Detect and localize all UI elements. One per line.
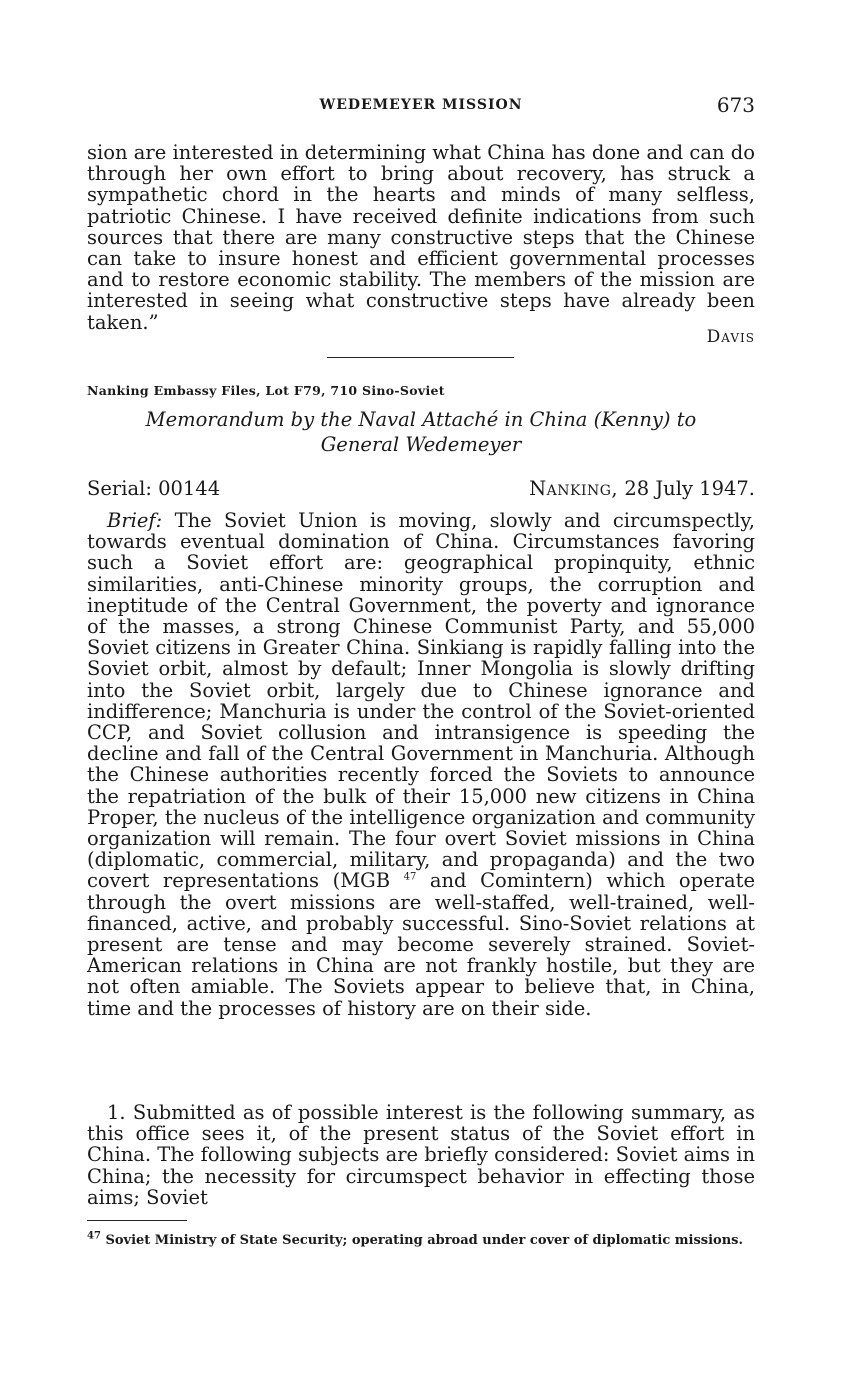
section-divider — [327, 357, 514, 358]
running-head: WEDEMEYER MISSION — [319, 97, 523, 113]
footnote-ref[interactable]: 47 — [403, 871, 417, 883]
brief-text-b: and Comintern) which operate through the overt missions are well-staffed, well-trained, well-financed, active, and probably successful. Sino-Soviet relations at present are tense and may become severely strained. Soviet-American relations in China are not frankly hostile, but they are not often amiable. The Soviets appear to believe that, in China, time and the processes of history are on their side. — [87, 869, 755, 1020]
brief-text-a: The Soviet Union is moving, slowly and circumspectly, towards eventual domination of China. Circumstances favoring such a Soviet effort are: geographical propinquity, ethnic similarities, anti-Chinese minority groups, the corruption and ineptitude of the Central Government, the poverty and ignorance of the masses, a strong Chinese Communist Party, and 55,000 Soviet citizens in Greater China. Sinkiang is rapidly falling into the Soviet orbit, almost by default; Inner Mongolia is slowly drifting into the Soviet orbit, largely due to Chinese ignorance and indifference; Manchuria is under the control of the Soviet-oriented CCP, and Soviet collusion and intransigence is speeding the decline and fall of the Central Government in Manchuria. Although the Chinese authorities recently forced the Soviets to announce the repatriation of the bulk of their 15,000 new citizens in China Proper, the nucleus of the intelligence organization and community organization will remain. The four overt Soviet missions in China (diplomatic, commercial, military, and propaganda) and the two covert representations (MGB — [87, 509, 755, 893]
date: 28 July 1947. — [624, 477, 755, 500]
brief-paragraph — [87, 510, 755, 1019]
footnote-text: Soviet Ministry of State Security; operating abroad under cover of diplomatic missions. — [105, 1233, 744, 1248]
title-line-1: Memorandum by the Naval Attaché in China (Kenny) to — [145, 408, 697, 431]
document-title — [87, 407, 755, 457]
continued-paragraph: sion are interested in determining what China has done and can do through her own effort to bring about recovery, has struck a sympathetic chord in the hearts and minds of many selfless, patriotic Chinese. I have received definite indications from such sources that there are many constructive steps that the Chinese can take to insure honest and efficient governmental processes and to restore economic stability. The members of the mission are interested in seeing what constructive steps have already been taken.” — [87, 141, 755, 334]
place: Nanking, — [529, 477, 619, 500]
footnote-divider — [87, 1220, 187, 1221]
numbered-paragraph-1: 1. Submitted as of possible interest is the following summary, as this office sees it, of the present status of the Soviet effort in China. The following subjects are briefly considered: Soviet aims in China; the necessity for circumspect behavior in effecting those aims; Soviet — [87, 1101, 755, 1209]
footnote-marker: 47 — [87, 1230, 101, 1242]
signature: Davis — [706, 327, 755, 347]
title-line-2: General Wedemeyer — [320, 433, 522, 456]
brief-label: Brief: — [107, 509, 163, 532]
footnote — [87, 1232, 755, 1249]
serial-number: Serial: 00144 — [87, 477, 221, 500]
page-header — [87, 93, 755, 121]
page-number: 673 — [716, 93, 755, 117]
file-reference: Nanking Embassy Files, Lot F79, 710 Sino-Soviet — [87, 383, 445, 398]
serial-line — [87, 477, 755, 503]
place-date — [529, 477, 755, 500]
